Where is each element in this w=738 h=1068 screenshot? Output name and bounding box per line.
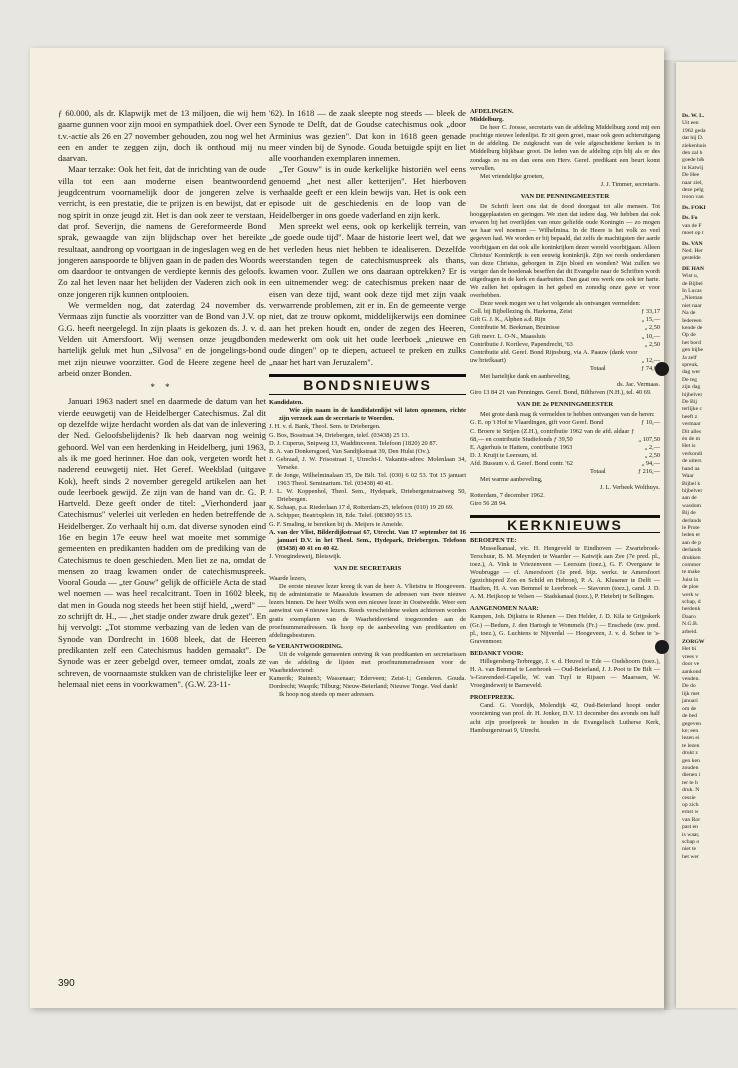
facing-page-fragment: januari bbox=[682, 698, 698, 705]
facing-page-fragment: in Katwij bbox=[682, 164, 704, 171]
facing-page-fragment: te make bbox=[682, 569, 700, 576]
kandidaten-intro: Wie zijn naam in de kandidatenlijst wil laten opnemen, richte zijn verzoek aan de secretaris te Woerden. bbox=[279, 407, 466, 423]
donation-amount: ƒ 10,— bbox=[641, 419, 660, 427]
facing-page-fragment: én de m bbox=[682, 436, 701, 443]
facing-page-fragment: De do bbox=[682, 683, 696, 690]
facing-page-fragment: dag wer bbox=[682, 369, 701, 376]
donation-list bbox=[470, 308, 660, 365]
bondsnieuws-content bbox=[269, 399, 466, 699]
facing-page-fragment: drukken bbox=[682, 554, 701, 561]
facing-page-fragment: de uiters bbox=[682, 458, 702, 465]
kandidaten-list bbox=[269, 423, 466, 561]
facing-page-fragment: venden. bbox=[682, 676, 700, 683]
facing-page-fragment: Op de bbox=[682, 332, 696, 339]
facing-page-fragment: op zich bbox=[682, 801, 699, 808]
facing-page-fragment: aankond bbox=[682, 668, 702, 675]
facing-page-fragment: schap o bbox=[682, 839, 700, 845]
signature: J. L. Verbeek Wolthuys. bbox=[599, 484, 660, 492]
total-amount: ƒ 74,67 bbox=[641, 364, 660, 372]
facing-page-fragment: commer bbox=[682, 561, 701, 568]
facing-page-fragment: Iedereen bbox=[682, 317, 702, 324]
facing-page-fragment: niet naar bbox=[682, 302, 702, 309]
subheading: VAN DE PENNINGMEESTER bbox=[520, 192, 610, 200]
kandidaat-entry: G. Bos, Bosstraat 34, Driebergen, telef. (03438) 25 13. bbox=[269, 431, 410, 439]
section-banner-bondsnieuws: BONDSNIEUWS bbox=[269, 374, 466, 395]
subheading: PROEFPREEK. bbox=[470, 694, 515, 702]
kandidaat-entry: A. Schipper, Beatrixplein 18, Ede. Telef. (08380) 95 13. bbox=[269, 512, 413, 520]
paragraph: „Ter Gouw" is in oude kerkelijke historiën wel eens genoemd „het nest aller ketterijen". Het hierboven verhaalde geeft er een klein bewijs van. Het is ook een episode uit de geschiedenis en de loop van de Heidelberger in ons goede vaderland en zijn kerk. bbox=[269, 164, 466, 220]
paragraph: '62). In 1618 — de zaak sleepte nog steeds — bleek de Synode te Delft, dat de Goudse catechismus ook „door Arminius was gezien". Dat kon in 1618 geen genade meer vinden bij de Synode. Gouda betuigde spijt en liet alle voorhanden exemplaren innemen. bbox=[269, 108, 466, 164]
facing-page-fragment: Bij de bbox=[682, 510, 696, 517]
facing-page-fragment: Ds. Fo bbox=[682, 215, 698, 222]
facing-page-fragment: de Bijbel bbox=[682, 280, 703, 287]
donation-amount: „ 15,— bbox=[641, 316, 660, 324]
paragraph: Met grote dank mag ik vermelden te hebben ontvangen van de heren: bbox=[480, 411, 655, 419]
facing-page-fragment: Na de bbox=[682, 310, 696, 317]
closing: Met warme aanbeveling, bbox=[480, 476, 543, 484]
donation-row bbox=[470, 452, 660, 460]
kandidaat-entry: G. F. Smaling, te bereiken bij ds. Meijers te Ameide. bbox=[269, 520, 404, 528]
facing-page-fragment: van Ror bbox=[682, 816, 701, 823]
facing-page-fragment: Bijbel k bbox=[682, 480, 701, 487]
facing-page-fragment: zouden bbox=[682, 764, 699, 771]
facing-page-fragment: ziekenhuis bbox=[682, 142, 707, 149]
donation-row bbox=[470, 341, 660, 349]
giro-line: Giro 13 84 21 van Penningm. Geref. Bond, Bilthoven (N.H.), tel. 40 69. bbox=[470, 389, 652, 397]
facing-page-fragment: N.G.B. bbox=[682, 621, 699, 628]
facing-page-fragment: schap, d bbox=[682, 599, 701, 605]
facing-page-fragment: past en bbox=[682, 824, 698, 831]
facing-page-fragment: terlijke c bbox=[682, 406, 703, 413]
facing-page-fragment: Ned. Her bbox=[682, 247, 703, 254]
donation-row bbox=[470, 333, 660, 341]
address-line: Rotterdam, 7 december 1962. bbox=[470, 492, 545, 500]
facing-page-fragment: arbeid. bbox=[682, 628, 698, 635]
facing-page-fragment: werk w bbox=[682, 591, 699, 598]
facing-page-fragment: moet op t bbox=[682, 230, 704, 237]
facing-page-fragment: Juist in bbox=[682, 576, 699, 583]
facing-page-fragment: het bord bbox=[682, 339, 701, 346]
paragraph: Kamerik; Ruinen3; Wassenaar; Ederveen; Zeist-1; Genderen. Gouda. Dordrecht; Waspik; Tilburg; Nieuw-Beierland; Nieuwe Tonge. Veel dank! bbox=[269, 675, 466, 691]
subheading: AANGENOMEN NAAR: bbox=[470, 605, 539, 613]
closing: Met vriendelijke groeten, bbox=[480, 172, 544, 180]
facing-page-fragment: vermaar bbox=[682, 421, 701, 428]
facing-page-fragment: „Nieman bbox=[682, 295, 703, 302]
donation-row bbox=[470, 316, 660, 324]
facing-page-fragment: goede h& bbox=[682, 157, 705, 164]
column-middle bbox=[269, 108, 466, 700]
donation-label: Contributie M. Beekman, Bruinisse bbox=[470, 324, 560, 332]
facing-page-fragment: Het is bbox=[682, 443, 696, 450]
page-number: 390 bbox=[58, 978, 75, 989]
donation-label: C. Broere te Strijen (Z.H.), contributie 1962 van de afd. aldaar ƒ 68,— en contributie Studiefonds ƒ 39,50 bbox=[470, 427, 635, 443]
facing-page-fragment: Uit een bbox=[682, 120, 699, 127]
facing-page-fragment: lijk met bbox=[682, 690, 700, 697]
facing-page-fragment: De Hee bbox=[682, 172, 700, 179]
section-banner-kerknieuws: KERKNIEUWS bbox=[470, 515, 660, 533]
kandidaat-entry: D. J. Cuperus, Snipweg 13, Waddinxveen. Telefoon (1820) 20 87. bbox=[269, 439, 438, 447]
facing-page-edge bbox=[676, 62, 738, 1008]
facing-page-fragment: wasdom bbox=[682, 502, 701, 509]
facing-page-fragment: van de F bbox=[682, 222, 702, 229]
facing-page-fragment: De teg bbox=[682, 376, 698, 383]
facing-page-fragment: verkondi bbox=[682, 450, 703, 457]
paragraph: Ik hoop nog steeds op meer adressen. bbox=[279, 691, 375, 699]
kandidaat-entry: B. A. van Donkersgoed, Van Sandijkstraat 39, Den Hulst (Ov.). bbox=[269, 447, 431, 455]
facing-page-fragment: derlands bbox=[682, 547, 702, 554]
donation-row bbox=[470, 428, 660, 444]
facing-page-fragment: heeft z bbox=[682, 413, 698, 420]
facing-page-fragment: DE HAN bbox=[682, 265, 704, 272]
facing-page-fragment: is waar, bbox=[682, 831, 700, 838]
donation-amount: „ 94,— bbox=[641, 459, 660, 467]
facing-page-fragment: 1962 geda bbox=[682, 127, 706, 134]
donation-amount: „ 10,— bbox=[641, 332, 660, 340]
kandidaat-entry: J. Gebraad, J. W. Frisostraat 1, Utrecht-I. Vakantie-adres: Molenlaan 34, Yerseke. bbox=[269, 455, 466, 471]
facing-page-fragment: niet te bbox=[682, 846, 697, 853]
donation-list-2 bbox=[470, 419, 660, 468]
total-label: Totaal bbox=[590, 364, 606, 372]
donation-label: Contributie afd. Geref. Bond Rijnsburg, via A. Paauw (dank voor uw briefkaart) bbox=[470, 348, 638, 364]
kandidaat-entry: J. Vroegindeweij, Bleiswijk. bbox=[269, 552, 342, 560]
paragraph: De Schrift leert ons dat de dood doorgaat tot alle mensen. Tot hooggeplaatsten en geringen. We zien dat iedere dag. We hebben dat ook ervaren bij het overlijden van onze geliefde oude Koningin — zo mogen we haar wel noemen — Wilhelmina. In de Heere is het volk zo veel gegeven had. We worden er bij bepaald, dat zelfs de machtigsten der aarde voorbijgaan en dat ook alle koninkrijken dezer wereld voorbijgaan. Alleen Christus' Koninkrijk is een eeuwig koninkrijk. Zijn we reeds onderdanen van deze Christus, geborgen in Zijn bloed en wonden? Wat zullen we vuriger dan de hoedenak beseffen dat dit Evangelie naar de Schriften wordt uitgedragen in de kerk en daarbuiten. Dan gaat ons werk ons ook ter harte. We zullen het opdragen in het gebed en zonodig onze gave er voor overhebben. bbox=[470, 203, 660, 300]
paragraph: Januari 1963 nadert snel en daarmede de datum van het vierde eeuwgetij van de Heidelberger Catechismus. Zal dit op dezelfde wijze herdacht worden als dat van de inlevering der Ned. Geloofsbelijdenis? Ik heb daarvan nog weinig gehoord. Wel van een herdenking in Heidelberg, juni 1963, als ik me goed herinner. Hoe dan ook, vergeten wordt het naderend eeuwgetij niet. Het Geref. Weekblad (uitgave Kok), heeft sinds 2 november geregeld artikelen aan het oude leerboek gewijd. Ze zijn van de hand van dr. G. P. Hartveld. Deze geeft onder de titel: „Vierhonderd jaar Catechismus" velerlei uit verleden en heden betreffende de Heidelberger. Zo verhaalt hij o.m. dat diverse synoden eind 16e en begin 17e eeuw heel wat moeite met sommige gemeenten en predikanten hadden om de prediking van de Catechismus te doen geschieden. Men liet ze na, omdat de mensen zo traag kwamen onder de catechismuspreek. Vooral Gouda — „ter Gouw" gelijk de officiële Acta de stad wel noemen — was heel recalcitrant. Toen in 1602 bleek, dat men in Gouda nog steeds het been stijf hield, „werd" — zo schrijft dr. H., — „het stadje onder zware druk gezet". En hij vervolgt: „Tot stomme verbazing van de leden van de Synode van Dordrecht in 1608 bleek, dat de Heeren predikanten zelf een Catechismus hadden gemaakt". De Synode was er zeer gebelgd over, temeer omdat, zoals ze schreven, de voornaamste stukken van de christelijke leer er helemaal niet eens in voorkwamen". (G.W. 23-11- bbox=[58, 396, 266, 689]
facing-page-text bbox=[682, 110, 738, 861]
facing-page-fragment: ke; een bbox=[682, 727, 699, 734]
paragraph: De eerste nieuwe lezer kreeg ik van de heer A. Vlietstra te Hoogeveen. Bij de administratie te Maassluis kwamen de adressen van twee nieuwe lezers binnen. De heer Wolfs won een nieuwe lezer in Oostwedde. Weer een aanwinst van 4 nieuwe lezers. Reeds verscheidene weken achtereen worden gratis exemplaren van de Waarheidsvriend toegezonden aan de proefnummeradressen. Ik hoop op de aanbeveling van predikanten en afdelingsbesturen. bbox=[269, 583, 466, 639]
facing-page-fragment: Waar bbox=[682, 473, 694, 480]
paragraph: ƒ 60.000, als dr. Klapwijk met de 13 miljoen, die wij hem gaarne gunnen voor zijn mooi en sympathiek doel. Over een t.v.-actie als 26 en 27 november gehouden, zou nog wel het een en ander te zeggen zijn, doch ik onthoud mij nu daarvan. bbox=[58, 108, 266, 164]
facing-page-fragment: ter te b bbox=[682, 779, 698, 786]
facing-page-fragment: bijbelver bbox=[682, 487, 703, 494]
facing-page-fragment: druk. N bbox=[682, 787, 700, 794]
paragraph: Deze week mogen we u het volgende als ontvangen vermelden: bbox=[480, 300, 641, 308]
donation-amount: ƒ 33,17 bbox=[641, 308, 660, 316]
facing-page-fragment: Daaro bbox=[682, 613, 696, 620]
facing-page-fragment: gen bijbe bbox=[682, 347, 704, 354]
facing-page-fragment: In Lucas bbox=[682, 287, 702, 294]
paragraph: Uit de volgende gemeenten ontving ik van predikanten en secretarissen van de afdeling de lijsten met proefnummeradressen voor de Waarheidsvriend: bbox=[269, 650, 466, 675]
donation-label: Gift mevr. L. O-N., Maassluis bbox=[470, 332, 546, 340]
subheading: VAN DE 2e PENNINGMEESTER bbox=[516, 401, 614, 409]
facing-page-fragment: Ds. VAN bbox=[682, 240, 703, 247]
signature: J. J. Timmer, secretaris. bbox=[600, 180, 660, 188]
paragraph: Kampen, Joh. Dijkstra te Rhenen — Den Helder, J. D. Kila te Grijpskerk (Gr.) —Bedum, J. den Hartogh te Wommels (Fr.) — Enschede (nw. pred. pl., toez.), G. Luchtens te Nijverdal — Hoogeveen, J. v. d. Schee te 's-Gravenmoer. bbox=[470, 613, 660, 645]
section-separator: * * bbox=[150, 382, 174, 393]
kandidaat-entry: F. de Jonge, Wilhelminalaan 35, De Bilt. Tel. (030) 6 02 53. Tot 15 januari 1963 Theol. Seminarium. Tel. (03438) 40 41. bbox=[269, 471, 466, 488]
facing-page-fragment: ernst w bbox=[682, 809, 699, 816]
facing-page-fragment: dat hij D. bbox=[682, 135, 704, 142]
paragraph: Maar terzake: Ook het feit, dat de inrichting van de oude villa tot een aan moderne eisen beantwoordend jeugdcentrum voornamelijk door de jongeren zelve is verricht, is een prestatie, die te prijzen is en bewijst, dat er nog spirit in onze jeugd zit. Het is dan ook zeer te verstaan, dat prof. Severijn, die namens de Gereformeerde Bond sprak, gewaagde van zijn blijdschap over het bereikte resultaat, aandrong op voortgaan in de ingeslagen weg en de jongeren aanspoorde te blijven gaan in de paden des Woords om daardoor te ontvangen de verdiepte kennis des geloofs. Zo zal het leven naar het belijden der Vaderen zich ook in onze jongeren rijk kunnen ontplooien. bbox=[58, 164, 266, 299]
facing-page-fragment: herdenk bbox=[682, 606, 701, 613]
donation-row bbox=[470, 349, 660, 365]
donation-row bbox=[470, 444, 660, 452]
donation-amount: „ 2,— bbox=[644, 443, 660, 451]
facing-page-fragment: Dit alles bbox=[682, 428, 702, 435]
subheading: VAN DE SECRETARIS bbox=[333, 565, 402, 572]
donation-amount: „ 2,50 bbox=[644, 324, 660, 332]
donation-row bbox=[470, 324, 660, 332]
facing-page-fragment: door ve bbox=[682, 661, 700, 668]
subheading: AFDELINGEN. bbox=[470, 108, 514, 115]
facing-page-fragment: Ds. FOKI bbox=[682, 204, 706, 211]
facing-page-fragment: drukt z bbox=[682, 750, 698, 757]
facing-page-fragment: le Prote bbox=[682, 524, 700, 531]
facing-page-fragment: deze pelg bbox=[682, 187, 704, 194]
facing-page-fragment: de ploe bbox=[682, 584, 699, 591]
facing-page-fragment: naar ziel, bbox=[682, 179, 703, 186]
kandidaat-entry: J. H. v. d. Bank, Theol. Sem. te Driebergen. bbox=[269, 423, 381, 431]
donation-total-2 bbox=[470, 468, 660, 476]
facing-page-fragment: dienen i bbox=[682, 772, 701, 779]
kandidaat-entry: A. van der Vlist, Bilderdijkstraat 67, Utrecht. Van 17 september tot 16 januari D.V. in het Theol. Sem., Hydepark, Driebergen. Telefoon (03438) 40 41 en 40 42. bbox=[269, 528, 466, 552]
donation-total bbox=[470, 365, 660, 373]
donation-amount: „ 107,50 bbox=[638, 435, 660, 443]
total-label: Totaal bbox=[590, 468, 606, 476]
facing-page-fragment: den zal h bbox=[682, 150, 703, 157]
donation-label: D. J. Kruijt te Leersum, id. bbox=[470, 451, 538, 459]
donation-label: G. E. op 't Hof te Vlaardingen, gift voor Geref. Bond bbox=[470, 419, 604, 427]
donation-amount: „ 2,50 bbox=[644, 340, 660, 348]
paragraph: We vermelden nog, dat zaterdag 24 november ds. Vermaas zijn functie als voorzitter van de Bond van J.V. op G.G. heeft neergelegd. In zijn plaats is gekozen ds. J. v. d. Velden uit Amersfoort. Wij wensen onze jeugdbonden hartelijk geluk met hun „Silvosa" en de jongelings-bond met zijn nieuwe voorzitter. God de Heere zegene heel de arbeid onzer Bonden. bbox=[58, 300, 266, 378]
facing-page-fragment: vrees v bbox=[682, 653, 699, 660]
facing-page-fragment: ZORGW bbox=[682, 639, 705, 646]
donation-row bbox=[470, 308, 660, 316]
facing-page-fragment: cessie bbox=[682, 794, 696, 801]
facing-page-fragment: aan de p bbox=[682, 539, 701, 546]
donation-amount: „ 12,— bbox=[641, 356, 660, 364]
kandidaat-entry: J. L. W. Koppenhol, Theol. Sem., Hydepark, Driebergenstraatweg 50, Driebergen. bbox=[269, 488, 466, 504]
greeting: Waarde lezers, bbox=[269, 575, 307, 583]
facing-page-fragment: de bed bbox=[682, 713, 698, 720]
donation-label: Afd. Bussum v. d. Geref. Bond contr. '62 bbox=[470, 459, 573, 467]
subheading: BEROEPEN TE: bbox=[470, 536, 517, 544]
paragraph: Cand. G. Voordijk, Molendijk 42, Oud-Beierland hoopt onder voorziening van prof. dr. H. Jonker, D.V. 13 december des avonds om half acht zijn proefpreek te houden in de Evangelisch Lutherse Kerk, Hamburgerstraat 9, Utrecht. bbox=[470, 702, 660, 734]
signature: ds. Jac. Vermaas. bbox=[616, 381, 660, 389]
column-left bbox=[58, 108, 266, 690]
donation-row bbox=[470, 460, 660, 468]
giro-line: Giro 56 28 94. bbox=[470, 500, 507, 508]
facing-page-fragment: te lezen bbox=[682, 742, 700, 749]
facing-page-fragment: Ja zelf bbox=[682, 354, 697, 361]
column-right bbox=[470, 108, 660, 735]
paragraph: Hillegersberg-Terbregge, J. v. d. Heuvel te Ede — Oudshoorn (toez.), H. A. van Bemmel te Leerbroek — Oud-Beierland, J. J. Poot te De Bilt — 's-Gravendeel-Capelle, W. van Tuyl te Rijssen — Maarssen, W. Vroegindeweij te Barneveld. bbox=[470, 657, 660, 690]
facing-page-fragment: Wist u, bbox=[682, 273, 699, 280]
facing-page-fragment: om de bbox=[682, 705, 697, 712]
facing-page-fragment: zijn dag bbox=[682, 384, 701, 391]
donation-label: E. Agterhuis te Hattem, contributie 1963 bbox=[470, 443, 573, 451]
facing-page-fragment: spreuk, bbox=[682, 362, 699, 368]
facing-page-fragment: aan de bbox=[682, 495, 697, 502]
facing-page-fragment: gegeven bbox=[682, 720, 701, 727]
paragraph: Men spreekt wel eens, ook op kerkelijk terrein, van „de goede oude tijd". Maar de historie leert wel, dat we het verleden heus niet hebben te idealiseren. Dezelfde weerstanden tegen de catechismuspreek als thans, kwamen voor. Zullen we ons daaraan optrekken? Er is een uitnemender weg: de catechismus preken naar de eisen van deze tijd, want ook deze tijd met zijn vaak verwarrende problemen, zit er in. En de gemeente verge niet, dat ze trouw opkomt, middelijkerwijs een dominee aan het preken houdt en, onder de zegen des Heeren, medewerkt om ook uit het oude leerboek „nieuwe en oude dingen" op te diepen, actueel te preken en zulks „naar het hart van Jeruzalem". bbox=[269, 220, 466, 367]
facing-page-fragment: bijbelver bbox=[682, 391, 703, 398]
closing: Met hartelijke dank en aanbeveling, bbox=[480, 373, 571, 380]
facing-page-fragment: kende de bbox=[682, 324, 703, 331]
total-amount: ƒ 216,— bbox=[637, 468, 660, 476]
facing-page-fragment: gen ken bbox=[682, 757, 700, 764]
donation-label: Coll. bij Bijbellezing ds. Harkema, Zeist bbox=[470, 308, 573, 316]
paragraph: De heer C. Joosse, secretaris van de afdeling Middelburg zond mij een prachtige nieuwe ledenlijst. Er zit geen groei, maar ook geen achteruitgang in de afdeling. De zuigkracht van de vele afgescheidene kerken is in Middelburg blijkbaar groot. De leden van de afdeling zijn blij als er des zondags zo nu en dan eens een Herv. Geref. predikant een beurt komt vervullen. bbox=[470, 124, 660, 172]
donation-row bbox=[470, 419, 660, 427]
facing-page-fragment: Het bi bbox=[682, 646, 697, 653]
kandidaat-entry: K. Schaap, p.a. Riederlaan 17 d, Rotterdam-25, telefoon (010) 19 20 69. bbox=[269, 504, 454, 512]
facing-page-fragment: derlands bbox=[682, 517, 702, 524]
facing-page-fragment: De Bij bbox=[682, 399, 698, 406]
facing-page-fragment: troon van bbox=[682, 194, 704, 201]
facing-page-fragment: gestelde bbox=[682, 255, 701, 262]
facing-page-fragment: lezen ei bbox=[682, 735, 700, 742]
donation-label: Contributie J. Kortleve, Papendrecht, '63 bbox=[470, 340, 573, 348]
subheading: 6e VERANTWOORDING. bbox=[269, 642, 343, 650]
donation-amount: „ 2,50 bbox=[644, 451, 660, 459]
facing-page-fragment: het wer bbox=[682, 853, 699, 860]
subheading: Kandidaten. bbox=[269, 399, 303, 407]
paragraph: Musselkanaal, vic. H. Hengeveld te Eindhoven — Zwartebroek-Terschuur, B. M. Meynderi te Waarder — Katwijk aan Zee (7e pred. pl., toez.), A. Vink te Vriezenveen — Leersum (toez.), G. F. Overgauw te Woubrugge — cf. Amersfoort (1e pred. bijz. werkz. te Amersfoort (gezichtspred Zon en Schild en Hebron), P. A. A. Klusener te Delft — Haaften, H. A. van Bemmel te Leerbroek — Stavoren (toez.), cand. J. D. A. M. Heijkoop te Velsen — Stadskanaal (toez.), P. Hetebrij te Sellingen. bbox=[470, 544, 660, 601]
facing-page-fragment: Ds. W. L. bbox=[682, 113, 705, 119]
donation-label: Gift G. J. K., Alphen a.d. Rijn bbox=[470, 316, 546, 324]
subheading: BEDANKT VOOR: bbox=[470, 649, 524, 657]
subheading: Middelburg. bbox=[470, 116, 504, 124]
facing-page-fragment: leden er bbox=[682, 532, 701, 539]
facing-page-fragment: hand aa bbox=[682, 465, 700, 472]
gutter-shadow bbox=[664, 60, 676, 1010]
